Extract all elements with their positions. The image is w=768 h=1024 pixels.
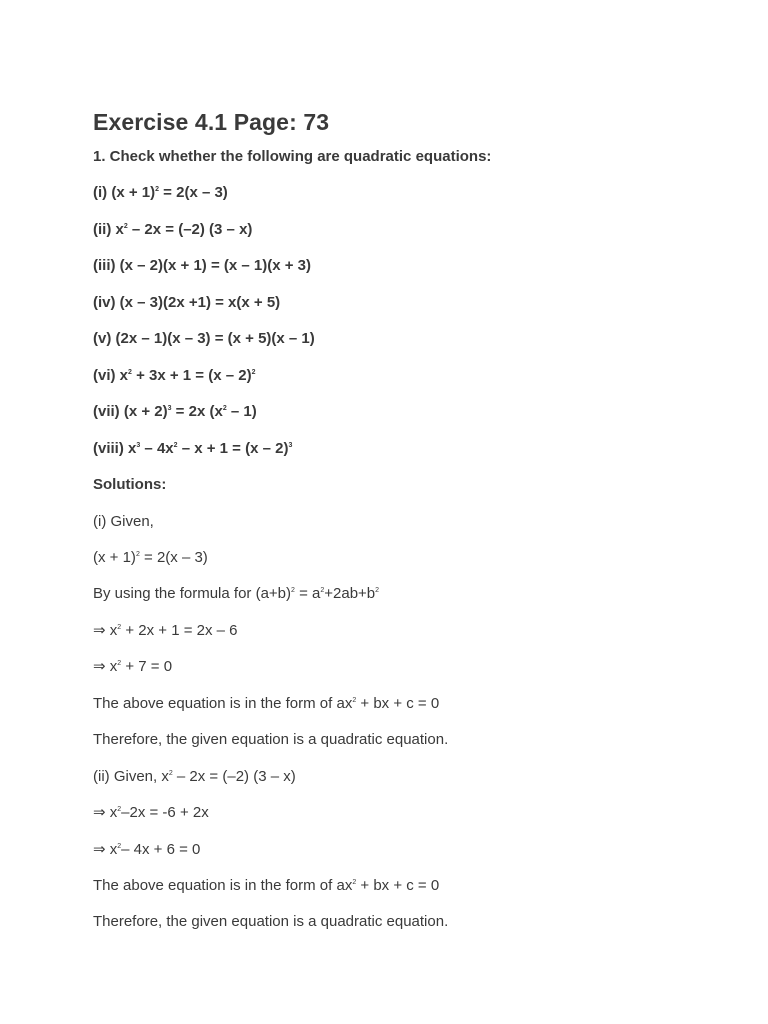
question-item: (iii) (x – 2)(x + 1) = (x – 1)(x + 3): [93, 257, 311, 275]
solution-line: ⇒ $x^2-$ 4x + 6 = 0: [93, 840, 201, 858]
solution-line: (ii) Given, $x^2 - 2x = (-2)$ (3 – x): [93, 767, 296, 785]
question-item: (i) $(x + 1)^2 = 2(x - 3)$: [93, 184, 228, 202]
solution-line: Therefore, the given equation is a quadratic equation.: [93, 913, 449, 931]
solution-line: The above equation is in the form of $ax^2$ + bx + c = 0: [93, 694, 440, 712]
question-item: (v) (2x – 1)(x – 3) = (x + 5)(x – 1): [93, 330, 315, 348]
question-item: (vi) $x^2 + 3x + 1 = (x - 2)^2$: [93, 366, 256, 384]
solutions-heading: Solutions:: [93, 476, 167, 494]
solution-line: ⇒ $x^2-2x = -6 + 2x$: [93, 804, 209, 822]
question-item: (vii) $(x + 2)^3 = 2x$ $(x^2 - 1)$: [93, 403, 257, 421]
solution-line: (i) Given,: [93, 512, 154, 530]
solution-line: ⇒ $x^2 + 7 = 0$: [93, 658, 173, 676]
solution-line: ⇒ $x^2 + 2x + 1 = 2x - 6$: [93, 621, 238, 639]
question-item: (iv) (x – 3)(2x +1) = x(x + 5): [93, 293, 281, 311]
solution-line: Therefore, the given equation is a quadratic equation.: [93, 731, 449, 749]
question-item: (ii) $x^2 - 2x = (-2)$ (3 – x): [93, 220, 253, 238]
question-heading: 1. Check whether the following are quadratic equations:: [93, 148, 492, 165]
solution-line: By using the formula for $(a+b)^2 = a^2+2ab+b^2$: [93, 585, 380, 603]
solution-line: $(x + 1)^2 = 2(x - 3)$: [93, 548, 208, 566]
question-item: (viii) $x^3 - 4x^2 - x + 1 = (x - 2)^3$: [93, 439, 293, 457]
page-title: Exercise 4.1 Page: 73: [93, 109, 330, 135]
document-page: [93, 107, 733, 931]
solution-line: The above equation is in the form of $ax^2$ + bx + c = 0: [93, 877, 440, 894]
